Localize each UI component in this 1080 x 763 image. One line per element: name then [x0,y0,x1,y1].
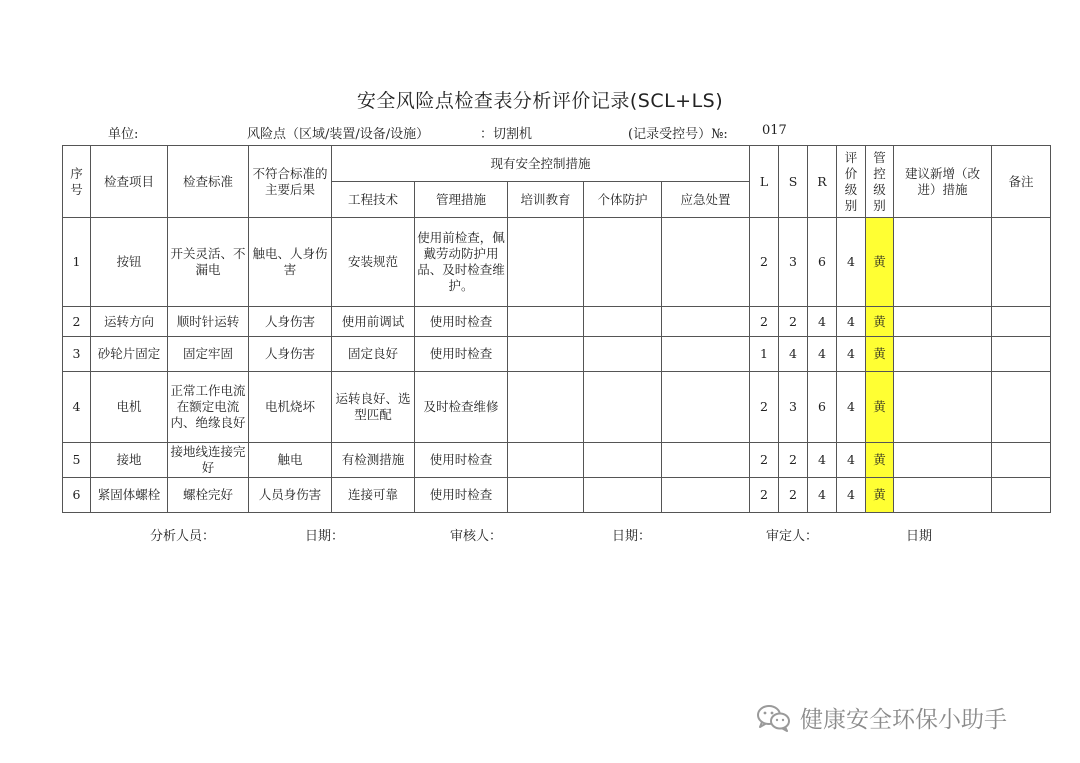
cell-l: 2 [750,372,779,443]
cell-management: 使用时检查 [415,337,508,372]
cell-s: 2 [779,443,808,478]
header-consequence: 不符合标准的主要后果 [249,146,332,218]
cell-l: 2 [750,443,779,478]
cell-standard: 固定牢固 [168,337,249,372]
cell-consequence: 电机烧坏 [249,372,332,443]
cell-training [508,218,584,307]
cell-engineering: 安装规范 [332,218,415,307]
cell-ppe [584,307,662,337]
cell-training [508,478,584,513]
cell-engineering: 连接可靠 [332,478,415,513]
header-ppe: 个体防护 [584,182,662,218]
cell-seq: 1 [63,218,91,307]
cell-consequence: 人员身伤害 [249,478,332,513]
cell-control-level: 黄 [866,372,894,443]
cell-emergency [662,218,750,307]
record-no-value: 017 [762,123,787,138]
cell-suggestion [894,443,992,478]
cell-item: 紧固体螺栓 [91,478,168,513]
footer-date-2: 日期： [612,529,652,544]
cell-item: 砂轮片固定 [91,337,168,372]
cell-suggestion [894,478,992,513]
table-row [63,307,1051,337]
table-row [63,478,1051,513]
cell-control-level: 黄 [866,307,894,337]
cell-r: 4 [808,307,837,337]
header-emergency: 应急处置 [662,182,750,218]
header-l: L [750,146,779,218]
cell-emergency [662,372,750,443]
cell-s: 3 [779,218,808,307]
cell-item: 电机 [91,372,168,443]
cell-seq: 4 [63,372,91,443]
cell-control-level: 黄 [866,218,894,307]
cell-remark [992,372,1051,443]
cell-r: 6 [808,218,837,307]
cell-suggestion [894,372,992,443]
footer-date-1: 日期： [305,529,345,544]
record-no-label: (记录受控号）№: [628,127,728,142]
cell-r: 4 [808,443,837,478]
cell-seq: 5 [63,443,91,478]
cell-eval-level: 4 [837,478,866,513]
cell-standard: 正常工作电流在额定电流内、绝缘良好 [168,372,249,443]
cell-item: 按钮 [91,218,168,307]
wechat-icon [756,704,792,732]
cell-management: 使用前检查，佩戴劳动防护用品、及时检查维护。 [415,218,508,307]
cell-ppe [584,478,662,513]
cell-training [508,337,584,372]
header-engineering: 工程技术 [332,182,415,218]
cell-training [508,443,584,478]
cell-suggestion [894,307,992,337]
footer-approver: 审定人： [766,529,819,544]
footer-date-3: 日期 [906,529,933,544]
cell-management: 使用时检查 [415,443,508,478]
cell-seq: 3 [63,337,91,372]
risk-point-label: 风险点（区域/装置/设备/设施） [247,127,430,142]
cell-consequence: 触电 [249,443,332,478]
header-r: R [808,146,837,218]
cell-item: 运转方向 [91,307,168,337]
cell-eval-level: 4 [837,372,866,443]
cell-standard: 螺栓完好 [168,478,249,513]
cell-s: 3 [779,372,808,443]
cell-standard: 顺时针运转 [168,307,249,337]
cell-engineering: 有检测措施 [332,443,415,478]
cell-l: 1 [750,337,779,372]
cell-s: 2 [779,478,808,513]
cell-ppe [584,337,662,372]
cell-l: 2 [750,218,779,307]
header-training: 培训教育 [508,182,584,218]
cell-l: 2 [750,307,779,337]
header-standard: 检查标准 [168,146,249,218]
cell-emergency [662,337,750,372]
cell-remark [992,443,1051,478]
footer-reviewer: 审核人： [450,529,503,544]
header-item: 检查项目 [91,146,168,218]
cell-ppe [584,372,662,443]
risk-point-value: ：切割机 [480,127,533,142]
cell-engineering: 使用前调试 [332,307,415,337]
table-row [63,443,1051,478]
cell-ppe [584,443,662,478]
cell-management: 及时检查维修 [415,372,508,443]
watermark [756,701,1007,734]
table-row [63,372,1051,443]
cell-remark [992,337,1051,372]
header-s: S [779,146,808,218]
header-row-1 [63,146,1051,182]
table-row [63,337,1051,372]
header-suggestion: 建议新增（改进）措施 [894,146,992,218]
cell-emergency [662,307,750,337]
cell-eval-level: 4 [837,218,866,307]
watermark-text: 健康安全环保小助手 [800,707,1007,733]
cell-training [508,372,584,443]
cell-r: 4 [808,478,837,513]
cell-l: 2 [750,478,779,513]
cell-suggestion [894,337,992,372]
header-remark: 备注 [992,146,1051,218]
cell-s: 4 [779,337,808,372]
cell-consequence: 人身伤害 [249,337,332,372]
cell-seq: 2 [63,307,91,337]
cell-r: 6 [808,372,837,443]
cell-consequence: 触电、人身伤害 [249,218,332,307]
header-management: 管理措施 [415,182,508,218]
header-seq: 序号 [63,146,91,218]
cell-r: 4 [808,337,837,372]
cell-remark [992,478,1051,513]
unit-label: 单位: [108,127,139,142]
cell-eval-level: 4 [837,337,866,372]
cell-emergency [662,443,750,478]
cell-emergency [662,478,750,513]
cell-standard: 接地线连接完好 [168,443,249,478]
header-control-level: 管控级别 [866,146,894,218]
risk-check-table [62,145,1051,513]
cell-eval-level: 4 [837,443,866,478]
cell-control-level: 黄 [866,443,894,478]
table-row [63,218,1051,307]
cell-item: 接地 [91,443,168,478]
header-eval-level: 评价级别 [837,146,866,218]
cell-control-level: 黄 [866,337,894,372]
cell-remark [992,307,1051,337]
cell-remark [992,218,1051,307]
footer-analyst: 分析人员： [150,529,216,544]
cell-eval-level: 4 [837,307,866,337]
cell-s: 2 [779,307,808,337]
cell-suggestion [894,218,992,307]
cell-seq: 6 [63,478,91,513]
cell-management: 使用时检查 [415,478,508,513]
document-title: 安全风险点检查表分析评价记录(SCL+LS) [356,90,724,112]
cell-engineering: 固定良好 [332,337,415,372]
cell-training [508,307,584,337]
cell-standard: 开关灵活、不漏电 [168,218,249,307]
cell-management: 使用时检查 [415,307,508,337]
cell-consequence: 人身伤害 [249,307,332,337]
cell-ppe [584,218,662,307]
cell-engineering: 运转良好、选型匹配 [332,372,415,443]
cell-control-level: 黄 [866,478,894,513]
header-controls-group: 现有安全控制措施 [332,146,750,182]
